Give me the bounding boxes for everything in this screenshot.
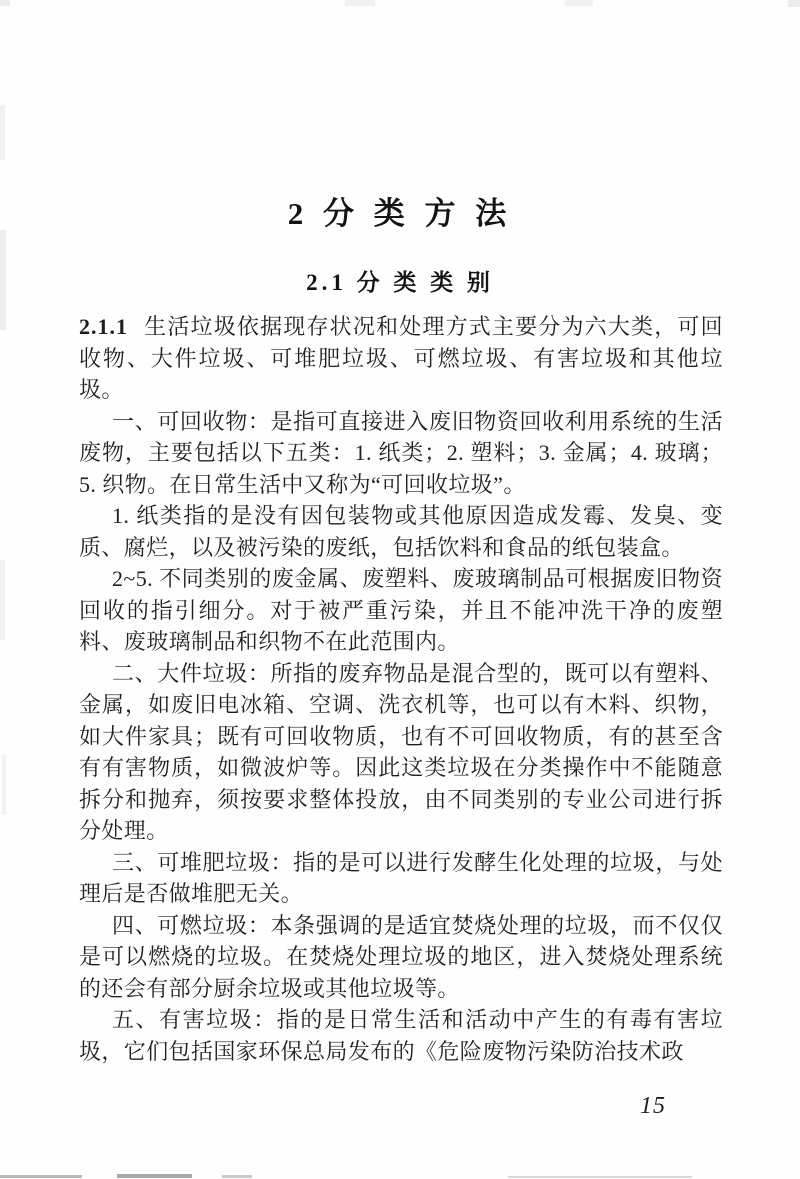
- scan-artifact-top-mid: [345, 0, 375, 6]
- paragraph-text: 生活垃圾依据现存状况和处理方式主要分为六大类，可回收物、大件垃圾、可堆肥垃圾、可燃垃圾、有害垃圾和其他垃圾。: [79, 314, 723, 402]
- scan-artifact-bottom-dash-3: [222, 1175, 252, 1178]
- body-text-block: [79, 311, 723, 1067]
- scan-artifact-left-smudge-3: [0, 560, 5, 640]
- body-paragraph: 2~5. 不同类别的废金属、废塑料、废玻璃制品可根据废旧物资回收的指引细分。对于被严重污染，并且不能冲洗干净的废塑料、废玻璃制品和织物不在此范围内。: [79, 566, 723, 654]
- scan-artifact-top-right: [788, 0, 800, 7]
- section-title: 2.1 分 类 类 别: [306, 270, 494, 295]
- scan-artifact-bottom-dash-2: [117, 1174, 192, 1178]
- scan-artifact-top-mid2: [565, 0, 593, 6]
- body-paragraph: 一、可回收物：是指可直接进入废旧物资回收利用系统的生活废物，主要包括以下五类：1. 纸类；2. 塑料；3. 金属；4. 玻璃；5. 织物。在日常生活中又称为“可回收垃圾”。: [79, 408, 723, 497]
- page-number: 15: [640, 1093, 666, 1119]
- body-paragraph: 三、可堆肥垃圾：指的是可以进行发酵生化处理的垃圾，与处理后是否做堆肥无关。: [79, 849, 723, 906]
- body-paragraph: [79, 311, 723, 406]
- chapter-title: 2 分 类 方 法: [287, 196, 513, 231]
- body-paragraph: 四、可燃垃圾：本条强调的是适宜焚烧处理的垃圾，而不仅仅是可以燃烧的垃圾。在焚烧处理垃圾的地区，进入焚烧处理系统的还会有部分厨余垃圾或其他垃圾等。: [79, 912, 723, 1001]
- scan-artifact-left-smudge-4: [2, 755, 6, 815]
- clause-number-label: 2.1.1: [79, 314, 128, 339]
- body-paragraph: 1. 纸类指的是没有因包装物或其他原因造成发霉、发臭、变质、腐烂，以及被污染的废纸，包括饮料和食品的纸包装盒。: [79, 503, 723, 560]
- body-paragraph: 五、有害垃圾：指的是日常生活和活动中产生的有毒有害垃圾，它们包括国家环保总局发布的《危险废物污染防治技术政: [79, 1007, 723, 1064]
- scan-artifact-bottom-dash-1: [0, 1175, 82, 1178]
- scan-artifact-left-smudge-1: [0, 105, 5, 160]
- scan-artifact-top-left: [0, 0, 10, 6]
- scan-artifact-bottom-dash-4: [508, 1176, 692, 1178]
- body-paragraph: 二、大件垃圾：所指的废弃物品是混合型的，既可以有塑料、金属，如废旧电冰箱、空调、洗衣机等，也可以有木料、织物，如大件家具；既有可回收物质，也有不可回收物质，有的甚至含有有害物质，如微波炉等。因此这类垃圾在分类操作中不能随意拆分和抛弃，须按要求整体投放，由不同类别的专业公司进行拆分处理。: [79, 660, 723, 843]
